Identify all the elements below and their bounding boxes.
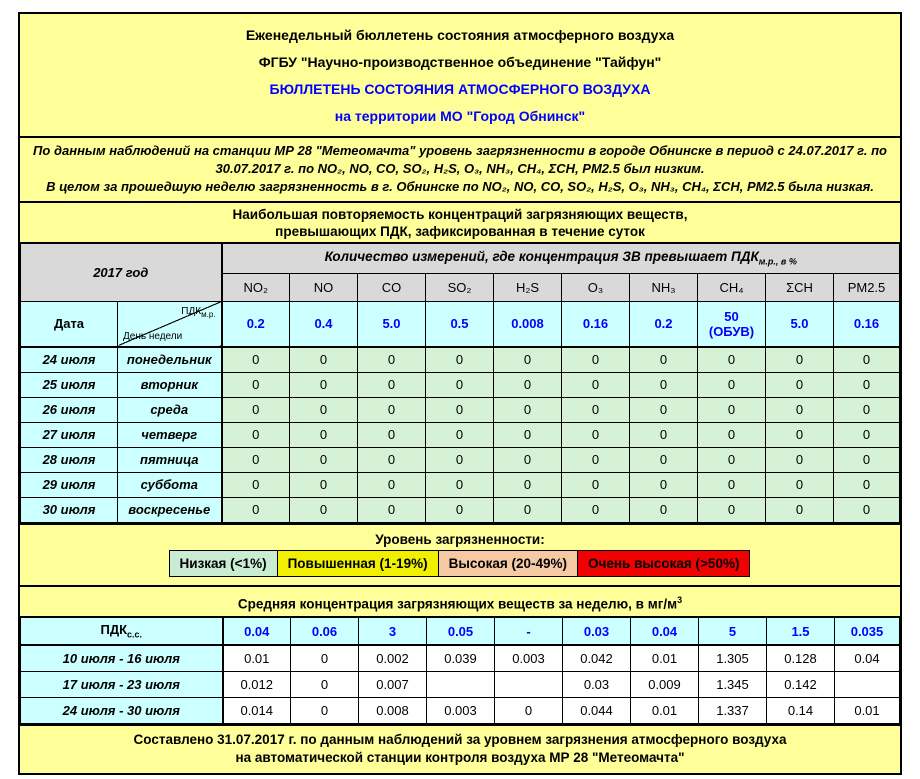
pdk-mr-no: 0.4 bbox=[290, 301, 358, 347]
week-value: 0.039 bbox=[427, 645, 495, 671]
pdk-mr-nh3: 0.2 bbox=[630, 301, 698, 347]
day-value: 0 bbox=[834, 347, 900, 372]
week-label: 17 июля - 23 июля bbox=[21, 671, 223, 697]
pdk-ss-label-sub: с.с. bbox=[127, 629, 143, 640]
day-value: 0 bbox=[698, 447, 766, 472]
footer-line-2: на автоматической станции контроля воздуха МР 28 "Метеомачта" bbox=[235, 749, 685, 765]
day-value: 0 bbox=[358, 447, 426, 472]
day-name: суббота bbox=[118, 472, 222, 497]
week-value: 0.03 bbox=[563, 671, 631, 697]
pdk-ss-no2: 0.04 bbox=[223, 617, 291, 645]
day-name: воскресенье bbox=[118, 497, 222, 522]
day-value: 0 bbox=[222, 447, 290, 472]
day-value: 0 bbox=[562, 447, 630, 472]
week-value bbox=[495, 671, 563, 697]
legend-item-very-high: Очень высокая (>50%) bbox=[577, 550, 750, 577]
day-value: 0 bbox=[494, 397, 562, 422]
week-value: 0 bbox=[291, 697, 359, 723]
day-value: 0 bbox=[290, 347, 358, 372]
day-value: 0 bbox=[766, 472, 834, 497]
day-value: 0 bbox=[766, 447, 834, 472]
diag-pdk-label bbox=[181, 306, 215, 319]
day-value: 0 bbox=[834, 397, 900, 422]
legend-item-elevated: Повышенная (1-19%) bbox=[277, 550, 439, 577]
day-name: пятница bbox=[118, 447, 222, 472]
footer-line-1: Составлено 31.07.2017 г. по данным наблюдений за уровнем загрязнения атмосферного воздуха bbox=[133, 731, 787, 747]
weekly-title-text: Средняя концентрация загрязняющих веществ за неделю, в мг/м bbox=[237, 596, 678, 611]
pollution-level-legend bbox=[20, 523, 900, 585]
day-value: 0 bbox=[834, 372, 900, 397]
day-value: 0 bbox=[426, 422, 494, 447]
day-value: 0 bbox=[494, 447, 562, 472]
pdk-mr-ch4 bbox=[698, 301, 766, 347]
diagonal-split-cell bbox=[118, 301, 222, 347]
pdk-mr-sch: 5.0 bbox=[766, 301, 834, 347]
day-date: 30 июля bbox=[21, 497, 118, 522]
day-row-saturday bbox=[21, 472, 900, 497]
col-header-sch: ΣCH bbox=[766, 273, 834, 301]
day-value: 0 bbox=[494, 422, 562, 447]
day-value: 0 bbox=[766, 422, 834, 447]
day-value: 0 bbox=[766, 372, 834, 397]
day-value: 0 bbox=[426, 347, 494, 372]
week-value: 1.305 bbox=[699, 645, 767, 671]
day-value: 0 bbox=[562, 347, 630, 372]
day-value: 0 bbox=[698, 372, 766, 397]
week-value: 0.012 bbox=[223, 671, 291, 697]
day-date: 25 июля bbox=[21, 372, 118, 397]
week-value bbox=[835, 671, 900, 697]
col-header-o3: O₃ bbox=[562, 273, 630, 301]
day-value: 0 bbox=[290, 422, 358, 447]
day-value: 0 bbox=[562, 372, 630, 397]
day-value: 0 bbox=[834, 472, 900, 497]
day-date: 24 июля bbox=[21, 347, 118, 372]
col-header-no: NO bbox=[290, 273, 358, 301]
day-value: 0 bbox=[630, 397, 698, 422]
measurements-header-sub: м.р., в % bbox=[758, 257, 797, 268]
day-value: 0 bbox=[834, 422, 900, 447]
exceedance-title bbox=[20, 203, 900, 242]
day-value: 0 bbox=[630, 472, 698, 497]
week-value: 0.01 bbox=[835, 697, 900, 723]
pdk-mr-no2: 0.2 bbox=[222, 301, 290, 347]
week-value: 0.008 bbox=[359, 697, 427, 723]
day-value: 0 bbox=[698, 397, 766, 422]
day-name: среда bbox=[118, 397, 222, 422]
day-row-wednesday bbox=[21, 397, 900, 422]
day-value: 0 bbox=[290, 447, 358, 472]
pdk-mr-ch4-value: 50 bbox=[724, 308, 739, 324]
weekly-average-table bbox=[20, 616, 900, 724]
day-value: 0 bbox=[494, 347, 562, 372]
col-header-h2s: H₂S bbox=[494, 273, 562, 301]
day-date: 27 июля bbox=[21, 422, 118, 447]
day-value: 0 bbox=[426, 472, 494, 497]
day-value: 0 bbox=[358, 472, 426, 497]
week-value: 0.01 bbox=[631, 697, 699, 723]
week-value bbox=[427, 671, 495, 697]
day-value: 0 bbox=[698, 497, 766, 522]
header-line-organization: ФГБУ "Научно-производственное объединение "Тайфун" bbox=[258, 54, 662, 70]
week-value: 1.345 bbox=[699, 671, 767, 697]
week-value: 0.014 bbox=[223, 697, 291, 723]
diag-pdk-text: ПДК bbox=[181, 305, 202, 317]
week-value: 0.003 bbox=[495, 645, 563, 671]
col-header-pm25: PM2.5 bbox=[834, 273, 900, 301]
day-value: 0 bbox=[222, 347, 290, 372]
day-value: 0 bbox=[290, 472, 358, 497]
day-value: 0 bbox=[222, 472, 290, 497]
pdk-mr-so2: 0.5 bbox=[426, 301, 494, 347]
exceedance-table bbox=[20, 242, 900, 523]
week-value: 0.142 bbox=[767, 671, 835, 697]
day-value: 0 bbox=[358, 372, 426, 397]
weekly-average-section bbox=[20, 585, 900, 724]
day-value: 0 bbox=[630, 447, 698, 472]
day-value: 0 bbox=[494, 472, 562, 497]
bulletin-footer bbox=[20, 724, 900, 773]
day-value: 0 bbox=[698, 347, 766, 372]
legend-item-low: Низкая (<1%) bbox=[169, 550, 278, 577]
day-row-tuesday bbox=[21, 372, 900, 397]
day-value: 0 bbox=[290, 397, 358, 422]
day-date: 26 июля bbox=[21, 397, 118, 422]
day-date: 29 июля bbox=[21, 472, 118, 497]
day-value: 0 bbox=[766, 497, 834, 522]
day-row-sunday bbox=[21, 497, 900, 522]
pdk-ss-label: ПДК bbox=[100, 622, 128, 638]
pdk-ss-nh3: 0.04 bbox=[631, 617, 699, 645]
week-value: 0.007 bbox=[359, 671, 427, 697]
pdk-ss-ch4: 5 bbox=[699, 617, 767, 645]
bulletin-header bbox=[20, 14, 900, 136]
day-value: 0 bbox=[222, 497, 290, 522]
week-label: 10 июля - 16 июля bbox=[21, 645, 223, 671]
day-name: четверг bbox=[118, 422, 222, 447]
summary-paragraph bbox=[20, 136, 900, 201]
week-value: 0 bbox=[495, 697, 563, 723]
day-value: 0 bbox=[562, 397, 630, 422]
pdk-mr-pm25: 0.16 bbox=[834, 301, 900, 347]
day-value: 0 bbox=[630, 372, 698, 397]
legend-title: Уровень загрязненности: bbox=[375, 531, 545, 547]
col-header-no2: NO₂ bbox=[222, 273, 290, 301]
pdk-ss-co: 3 bbox=[359, 617, 427, 645]
week-value: 0.01 bbox=[631, 645, 699, 671]
col-header-ch4: CH₄ bbox=[698, 273, 766, 301]
day-value: 0 bbox=[562, 497, 630, 522]
week-value: 0.01 bbox=[223, 645, 291, 671]
pdk-mr-h2s: 0.008 bbox=[494, 301, 562, 347]
week-value: 0.14 bbox=[767, 697, 835, 723]
pdk-ss-sch: 1.5 bbox=[767, 617, 835, 645]
week-value: 0.128 bbox=[767, 645, 835, 671]
day-date: 28 июля bbox=[21, 447, 118, 472]
summary-sentence-2: В целом за прошедшую неделю загрязненность в г. Обнинске по NO₂, NO, CO, SO₂, H₂S, O₃, NH₃, CH₄, ΣCH, PM2.5 была низкая. bbox=[46, 179, 874, 194]
date-header-cell: Дата bbox=[21, 301, 118, 347]
summary-sentence-1: По данным наблюдений на станции МР 28 "Метеомачта" уровень загрязненности в городе Обнинске в период с 24.07.2017 г. по 30.07.2017 г. по NO₂, NO, CO, SO₂, H₂S, O₃, NH₃, CH₄, ΣCH, PM2.5 был низким. bbox=[33, 143, 887, 176]
week-value: 1.337 bbox=[699, 697, 767, 723]
day-row-thursday bbox=[21, 422, 900, 447]
day-value: 0 bbox=[426, 397, 494, 422]
pdk-mr-co: 5.0 bbox=[358, 301, 426, 347]
week-row-1 bbox=[21, 645, 900, 671]
header-line-territory: на территории МО "Город Обнинск" bbox=[334, 108, 586, 124]
day-value: 0 bbox=[766, 397, 834, 422]
col-header-nh3: NH₃ bbox=[630, 273, 698, 301]
day-value: 0 bbox=[494, 497, 562, 522]
col-header-co: CO bbox=[358, 273, 426, 301]
exceedance-title-line-1: Наибольшая повторяемость концентраций загрязняющих веществ, bbox=[232, 207, 688, 222]
pdk-ss-o3: 0.03 bbox=[563, 617, 631, 645]
measurements-header-label: Количество измерений, где концентрация ЗВ превышает ПДК bbox=[324, 249, 759, 265]
header-line-bulletin-title: БЮЛЛЕТЕНЬ СОСТОЯНИЯ АТМОСФЕРНОГО ВОЗДУХА bbox=[269, 81, 651, 97]
day-value: 0 bbox=[630, 347, 698, 372]
day-value: 0 bbox=[222, 372, 290, 397]
day-value: 0 bbox=[222, 397, 290, 422]
day-value: 0 bbox=[494, 372, 562, 397]
week-row-2 bbox=[21, 671, 900, 697]
measurements-header-cell bbox=[222, 243, 900, 273]
day-value: 0 bbox=[834, 497, 900, 522]
day-value: 0 bbox=[562, 472, 630, 497]
pdk-mr-row bbox=[21, 301, 900, 347]
day-value: 0 bbox=[358, 397, 426, 422]
day-value: 0 bbox=[358, 497, 426, 522]
week-value: 0.009 bbox=[631, 671, 699, 697]
week-value: 0.042 bbox=[563, 645, 631, 671]
day-value: 0 bbox=[222, 422, 290, 447]
legend-item-high: Высокая (20-49%) bbox=[438, 550, 578, 577]
header-line-weekly: Еженедельный бюллетень состояния атмосферного воздуха bbox=[245, 27, 675, 43]
day-value: 0 bbox=[358, 422, 426, 447]
pdk-ss-h2s: - bbox=[495, 617, 563, 645]
legend-row bbox=[20, 550, 900, 577]
day-name: вторник bbox=[118, 372, 222, 397]
pdk-ss-pm25: 0.035 bbox=[835, 617, 900, 645]
day-value: 0 bbox=[358, 347, 426, 372]
week-row-3 bbox=[21, 697, 900, 723]
day-value: 0 bbox=[834, 447, 900, 472]
year-header-cell bbox=[21, 243, 222, 301]
day-value: 0 bbox=[426, 447, 494, 472]
week-value: 0.003 bbox=[427, 697, 495, 723]
week-value: 0.04 bbox=[835, 645, 900, 671]
weekly-title-sup: 3 bbox=[677, 594, 683, 605]
diag-pdk-sub: м.р. bbox=[201, 309, 216, 319]
day-value: 0 bbox=[290, 497, 358, 522]
day-value: 0 bbox=[698, 422, 766, 447]
pdk-ss-label-cell bbox=[21, 617, 223, 645]
week-value: 0 bbox=[291, 645, 359, 671]
day-row-friday bbox=[21, 447, 900, 472]
pdk-ss-row bbox=[21, 617, 900, 645]
pdk-ss-no: 0.06 bbox=[291, 617, 359, 645]
week-value: 0.044 bbox=[563, 697, 631, 723]
day-value: 0 bbox=[766, 347, 834, 372]
day-name: понедельник bbox=[118, 347, 222, 372]
week-value: 0 bbox=[291, 671, 359, 697]
pdk-mr-ch4-note: (ОБУВ) bbox=[708, 323, 755, 339]
weekly-title bbox=[20, 587, 900, 617]
week-label: 24 июля - 30 июля bbox=[21, 697, 223, 723]
day-value: 0 bbox=[290, 372, 358, 397]
day-value: 0 bbox=[426, 497, 494, 522]
bulletin-document bbox=[18, 12, 902, 775]
exceedance-title-line-2: превышающих ПДК, зафиксированная в течение суток bbox=[275, 224, 645, 239]
day-row-monday bbox=[21, 347, 900, 372]
exceedance-section bbox=[20, 201, 900, 523]
pdk-ss-so2: 0.05 bbox=[427, 617, 495, 645]
week-value: 0.002 bbox=[359, 645, 427, 671]
pdk-mr-o3: 0.16 bbox=[562, 301, 630, 347]
day-value: 0 bbox=[562, 422, 630, 447]
year-label: 2017 год bbox=[93, 264, 149, 280]
diag-weekday-label: День недели bbox=[123, 331, 183, 342]
day-value: 0 bbox=[630, 497, 698, 522]
day-value: 0 bbox=[426, 372, 494, 397]
day-value: 0 bbox=[630, 422, 698, 447]
day-value: 0 bbox=[698, 472, 766, 497]
col-header-so2: SO₂ bbox=[426, 273, 494, 301]
